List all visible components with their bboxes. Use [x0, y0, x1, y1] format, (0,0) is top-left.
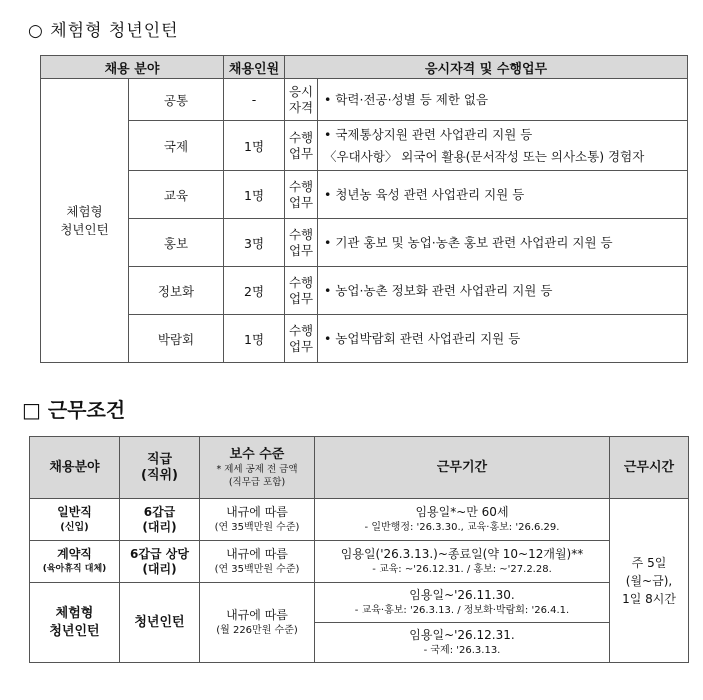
header-count: 채용인원	[224, 56, 285, 79]
type-label: 수행 업무	[285, 121, 318, 171]
type-label: 수행 업무	[285, 267, 318, 315]
field-cell: 박람회	[129, 315, 224, 363]
count-cell: 2명	[224, 267, 285, 315]
field-cell: 교육	[129, 171, 224, 219]
rank-cell: 6갑급 (대리)	[120, 499, 200, 541]
field-cell	[30, 541, 120, 583]
period-cell	[315, 623, 610, 663]
period-text: 임용일('26.3.13.)~종료일(약 10~12개월)**	[340, 546, 584, 561]
period-text: 임용일~'26.11.30.	[409, 587, 515, 602]
pay-sub: (연 35백만원 수준)	[214, 521, 300, 533]
period-cell	[315, 499, 610, 541]
field-sub: (신입)	[60, 521, 89, 533]
header-pay-title: 보수 수준	[229, 446, 285, 462]
header-qualification: 응시자격 및 수행업무	[285, 56, 688, 79]
period-text: 임용일*~만 60세	[415, 504, 509, 519]
period-cell	[315, 541, 610, 583]
count-cell: 3명	[224, 219, 285, 267]
type-label: 수행 업무	[285, 219, 318, 267]
field-cell: 정보화	[129, 267, 224, 315]
pay-cell	[200, 541, 315, 583]
section-title-conditions: □ 근무조건	[22, 398, 126, 422]
pay-text: 내규에 따름	[226, 504, 288, 519]
type-label: 수행 업무	[285, 171, 318, 219]
period-text: 임용일~'26.12.31.	[409, 627, 515, 642]
desc-cell: • 청년농 육성 관련 사업관리 지원 등	[318, 171, 688, 219]
intern-table	[40, 55, 688, 363]
pay-cell	[200, 499, 315, 541]
pay-sub: (월 226만원 수준)	[216, 624, 298, 636]
period-cell	[315, 583, 610, 623]
count-cell: 1명	[224, 171, 285, 219]
desc-cell: • 국제통상지원 관련 사업관리 지원 등 〈우대사항〉 외국어 활용(문서작성 또는 의사소통) 경험자	[318, 121, 688, 171]
conditions-table	[29, 436, 689, 663]
field-cell: 국제	[129, 121, 224, 171]
field-name: 계약직	[57, 546, 92, 561]
field-cell: 공통	[129, 79, 224, 121]
count-cell: -	[224, 79, 285, 121]
pay-text: 내규에 따름	[226, 607, 288, 622]
type-label: 수행 업무	[285, 315, 318, 363]
field-name: 일반직	[57, 504, 92, 519]
period-sub: - 교육·홍보: '26.3.13. / 정보화·박람회: '26.4.1.	[354, 604, 570, 616]
count-cell: 1명	[224, 121, 285, 171]
desc-cell: • 농업박람회 관련 사업관리 지원 등	[318, 315, 688, 363]
header-hours: 근무시간	[610, 437, 689, 499]
header-rank: 직급 (직위)	[120, 437, 200, 499]
period-sub: - 국제: '26.3.13.	[423, 644, 501, 656]
group-label: 체험형 청년인턴	[41, 79, 129, 363]
section-title-intern: ○ 체험형 청년인턴	[28, 21, 179, 41]
header-field: 채용 분야	[41, 56, 224, 79]
period-sub: - 일반행정: '26.3.30., 교육·홍보: '26.6.29.	[364, 521, 560, 533]
desc-cell: • 기관 홍보 및 농업·농촌 홍보 관련 사업관리 지원 등	[318, 219, 688, 267]
type-label: 응시 자격	[285, 79, 318, 121]
pay-sub: (연 35백만원 수준)	[214, 563, 300, 575]
rank-cell: 6갑급 상당 (대리)	[120, 541, 200, 583]
header-pay-note: * 제세 공제 전 금액 (직무급 포함)	[216, 463, 298, 488]
count-cell: 1명	[224, 315, 285, 363]
desc-cell: • 학력·전공·성별 등 제한 없음	[318, 79, 688, 121]
period-sub: - 교육: ~'26.12.31. / 홍보: ~'27.2.28.	[372, 563, 552, 575]
rank-cell: 청년인턴	[120, 583, 200, 663]
desc-cell: • 농업·농촌 정보화 관련 사업관리 지원 등	[318, 267, 688, 315]
pay-text: 내규에 따름	[226, 546, 288, 561]
field-sub: (육아휴직 대체)	[42, 563, 107, 574]
header-period: 근무기간	[315, 437, 610, 499]
pay-cell	[200, 583, 315, 663]
field-cell	[30, 499, 120, 541]
hours-cell: 주 5일 (월~금), 1일 8시간	[610, 499, 689, 663]
field-cell: 홍보	[129, 219, 224, 267]
field-cell: 체험형 청년인턴	[30, 583, 120, 663]
header-pay	[200, 437, 315, 499]
header-field: 채용분야	[30, 437, 120, 499]
